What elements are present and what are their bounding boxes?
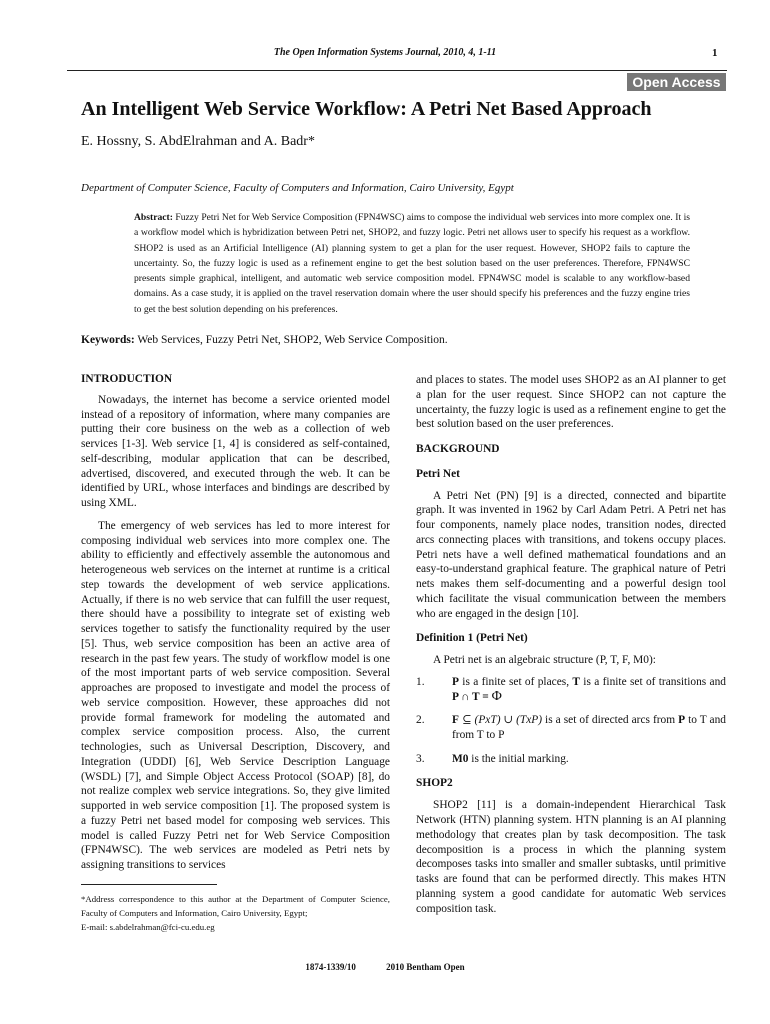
keywords-label: Keywords: [81, 334, 135, 346]
affiliation: Department of Computer Science, Faculty of Computers and Information, Cairo University, Egypt [81, 182, 514, 194]
authors: E. Hossny, S. AbdElrahman and A. Badr* [81, 134, 315, 149]
item-text: is a finite set of places, [458, 675, 573, 688]
footnote [81, 892, 390, 934]
formula: ⊆ (PxT) ∪ (TxP) [458, 714, 546, 727]
term: P [678, 714, 686, 727]
item-text: is a set of directed arcs from [545, 714, 679, 727]
item-number: 1. [416, 675, 425, 688]
empty-set-symbol: Φ [491, 688, 502, 704]
term: P [452, 675, 459, 688]
issn: 1874-1339/10 [305, 962, 356, 972]
keywords-text: Web Services, Fuzzy Petri Net, SHOP2, Web Service Composition. [137, 334, 448, 346]
intro-continuation: and places to states. The model uses SHOP2 as an AI planner to get a plan for the user request. Since SHOP2 can not capture the uncertainty, the fuzzy logic is used as a refinement engine to get the best solution based on the user preferences. [416, 374, 726, 431]
term: P ∩ T = [452, 690, 492, 703]
intro-paragraph-2: The emergency of web services has led to more interest for composing individual web services into more complex one. The ability to efficiently and effectively assemble the autonomous and heterogeneous web services on the internet at runtime is a critical step towards the development of web service applications. Actually, if there is no web service that can fulfill the user request, there should have a possibility to integrate set of existing web services together to satisfy the functionality required by the user [5]. Thus, web service composition has been an active area of research in the past few years. The study of workflow model is one of the most important parts of web service composition. Several approaches are proposed to investigate and model the process of web service composition. However, these approaches did not provide formal framework for modeling the automated and complex service composition process. Also, the current technologies, such as Universal Description, Discovery, and Integration (UDDI) [6], Web Service Description Language (WSDL) [7], and Simple Object Access Protocol (SOAP) [8], do not realize complex web service integrations. So, they give limited supported in web service composition [1]. The proposed system is a fuzzy Petri net based model for composing web services. This model is called Fuzzy Petri net for Web Service Composition (FPN4WSC). The web services are modeled as Petri nets by assigning transitions to services [81, 519, 390, 871]
shop2-paragraph: SHOP2 [11] is a domain-independent Hierarchical Task Network (HTN) planning system. HTN planning is an AI planning methodology that creates plan by task decomposition. The task decomposition is a process in which the planning system decomposes tasks into smaller and smaller subtasks, until primitive tasks are found that can be performed directly. This makes HTN planning system a good candidate for automatic Web services composition task. [416, 799, 726, 915]
footnote-email: E-mail: s.abdelrahman@fci-cu.edu.eg [81, 922, 215, 932]
definition-item [416, 675, 726, 705]
open-access-badge: Open Access [627, 73, 726, 91]
definition-list [416, 675, 726, 767]
page-footer [0, 962, 770, 972]
item-number: 2. [416, 714, 425, 727]
item-number: 3. [416, 752, 425, 765]
abstract-text: Fuzzy Petri Net for Web Service Composition (FPN4WSC) aims to compose the individual web services into more complex one. It is a workflow model which is hybridization between Petri net, SHOP2, and fuzzy logic. Petri net allows user to specify his request as a workflow. SHOP2 is used as an Artificial Intelligence (AI) planning system to get a plan for the user request. However, SHOP2 fails to capture the uncertainty. So, the fuzzy logic is used as a refinement engine to get the best solution based on the user preferences. Therefore, FPN4WSC presents simple graphical, intelligent, and automatic web service composition model. FPN4WSC model is scalable to any workflow-based domains. As a case study, it is applied on the travel reservation domain where the user should specify his preferences and the fuzzy engine tries to get the best solution depending on his preferences. [134, 212, 690, 315]
definition-intro: A Petri net is an algebraic structure (P, T, F, M0): [433, 654, 656, 666]
definition-item [416, 752, 726, 767]
abstract-label: Abstract: [134, 212, 173, 223]
paper-title: An Intelligent Web Service Workflow: A Petri Net Based Approach [81, 98, 652, 120]
petri-net-paragraph: A Petri Net (PN) [9] is a directed, connected and bipartite graph. It was invented in 1962 by Carl Adam Petri. A Petri net has four components, namely place nodes, transition nodes, directed arcs connecting places with transitions, and tokens occupy places. Petri nets have a well defined mathematical foundations and an easy-to-understand graphical feature. The graphical nature of Petri nets makes them self-documenting and a powerful design tool which facilitate the visual communication between the members who are engaged in the design [10]. [416, 489, 726, 620]
definition-heading: Definition 1 (Petri Net) [416, 632, 528, 645]
abstract [134, 210, 690, 317]
keywords [81, 334, 731, 346]
right-column [416, 373, 726, 916]
term: T [572, 675, 580, 688]
footnote-text: *Address correspondence to this author at the Department of Computer Science, Faculty of Computers and Information, Cairo University, Egypt; [81, 894, 390, 918]
background-heading: BACKGROUND [416, 443, 500, 455]
intro-paragraph-1: Nowadays, the internet has become a service oriented model instead of a repository of information, where many companies are putting their core business on the web as a collection of web services [1-3]. Web service [1, 4] is considered as self-contained, self-describing, modular application that can be described, advertised, discovered, and executed through the web. It can be identified by URL, whose interfaces and bindings are described by using XML. [81, 393, 390, 509]
publisher: 2010 Bentham Open [386, 962, 465, 972]
shop2-heading: SHOP2 [416, 776, 453, 789]
left-column [81, 372, 390, 873]
term: M0 [452, 752, 469, 765]
petri-net-heading: Petri Net [416, 467, 460, 480]
definition-item [416, 713, 726, 743]
item-text: is a finite set of transitions and [579, 675, 726, 688]
header-rule [67, 70, 727, 71]
footnote-rule [81, 884, 217, 885]
term: F [452, 714, 459, 727]
item-text: to T and from T to P [452, 714, 727, 741]
journal-header: The Open Information Systems Journal, 2010, 4, 1-11 [273, 47, 497, 58]
item-text: is the initial marking. [468, 752, 569, 765]
page-number: 1 [712, 47, 718, 59]
introduction-heading: INTRODUCTION [81, 373, 173, 385]
